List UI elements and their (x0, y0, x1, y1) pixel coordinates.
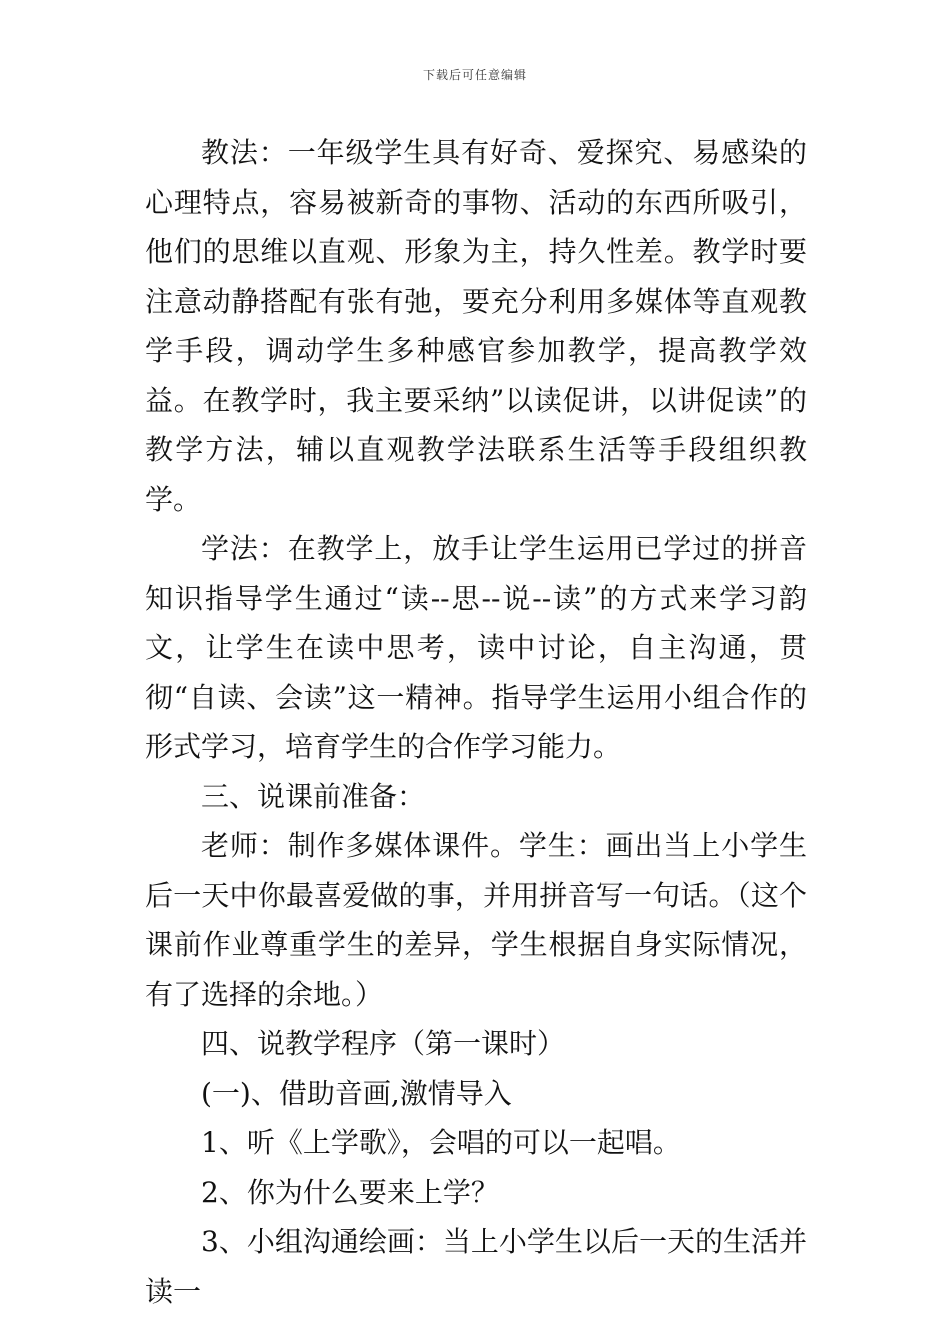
section-heading-procedure: 四、说教学程序（第一课时） (201, 1027, 566, 1060)
section-heading-preparation: 三、说课前准备： (201, 779, 426, 813)
list-item-2: 2、你为什么要来上学？ (201, 1175, 499, 1209)
list-item-1: 1、听《上学歌》，会唱的可以一起唱。 (201, 1126, 681, 1159)
subsection-heading-intro: (一)、借助音画,激情导入 (201, 1076, 512, 1110)
paragraph-learning-method: 学法：在教学上，放手让学生运用已学过的拼音知识指导学生通过“读--思--说--读”的方式来学习韵文，让学生在读中思考，读中讨论，自主沟通，贯彻“自读、会读”这一精神。指导学生运用小组合作的形式学习，培育学生的合作学习能力。 (145, 532, 807, 763)
list-item-3: 3、小组沟通绘画：当上小学生以后一天的生活并读一 (145, 1225, 807, 1308)
document-body (145, 128, 807, 1316)
page-header-note: 下载后可任意编辑 (422, 68, 527, 82)
paragraph-teaching-method: 教法：一年级学生具有好奇、爱探究、易感染的心理特点，容易被新奇的事物、活动的东西所吸引，他们的思维以直观、形象为主，持久性差。教学时要注意动静搭配有张有弛，要充分利用多媒体等直观教学手段，调动学生多种感官参加教学，提高教学效益。在教学时，我主要采纳”以读促讲，以讲促读”的教学方法，辅以直观教学法联系生活等手段组织教学。 (145, 136, 807, 516)
paragraph-preparation: 老师：制作多媒体课件。学生：画出当上小学生后一天中你最喜爱做的事，并用拼音写一句话。（这个课前作业尊重学生的差异，学生根据自身实际情况，有了选择的余地。） (145, 829, 807, 1011)
